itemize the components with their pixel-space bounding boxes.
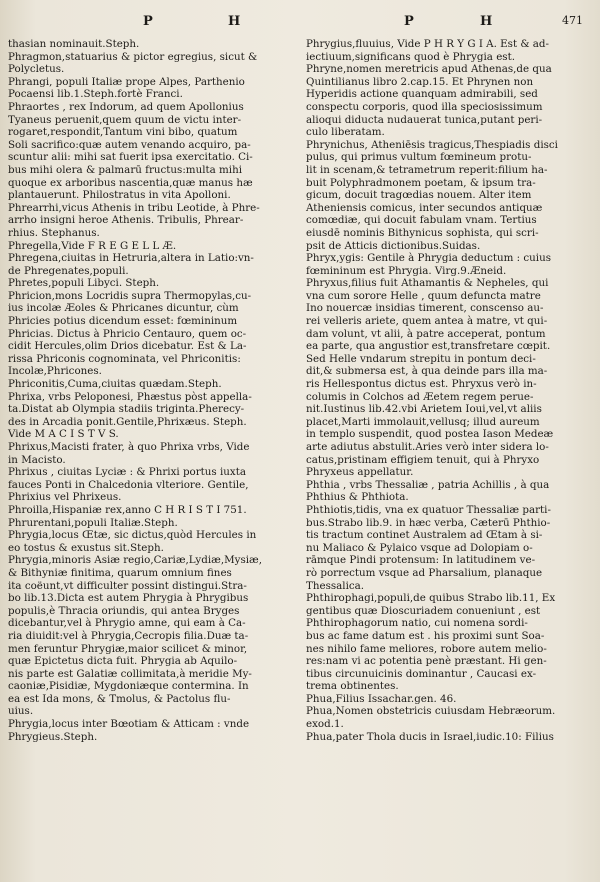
- dictionary-entry: Phrygius,fluuius, Vide P H R Y G I A. Est & ad- iectiuum,significans quod è Phrygia est.: [306, 38, 549, 63]
- dictionary-entry: Phrixus,Macisti frater, à quo Phrixa vrbs, Vide in Macisto.: [8, 441, 250, 466]
- dictionary-entry: Phriconitis,Cuma,ciuitas quædam.Steph.: [8, 378, 222, 391]
- dictionary-entry: Phthia , vrbs Thessaliæ , patria Achillis , à qua Phthius & Phthiota.: [306, 478, 550, 504]
- dictionary-entry: Phraortes , rex Indorum, ad quem Apollonius Tyaneus peruenit,quem quum de victu inter- rogaret,respondit,Tantum vini bibo, quatum Soli sacrifico:quæ autem venando acquiro, pa- scuntur alii: mihi sat fuerit ipsa exercitatio. Ci- bus mihi olera & palmarū fructus:multa mihi quoque ex arboribus nascentia,quæ manus hæ plantauerunt. Philostratus in vita Apolloni.: [8, 100, 253, 202]
- dictionary-entry: Phrygia,locus inter Bœotiam & Atticam : vnde Phrygieus.Steph.: [8, 718, 250, 743]
- dictionary-entry: Phragmon,statuarius & pictor egregius, sicut & Polycletus.: [8, 50, 258, 76]
- dictionary-entry: Phrygia,locus Œtæ, sic dictus,quòd Hercules in eo tostus & exustus sit.Steph.: [8, 529, 257, 554]
- dictionary-entry: Phua,pater Thola ducis in Israel,iudic.10: Filius: [306, 730, 554, 743]
- dictionary-entry: thasian nominauit.Steph.: [8, 38, 140, 50]
- running-header: [0, 14, 600, 36]
- dictionary-entry: Phua,Filius Issachar.gen. 46.: [306, 692, 457, 705]
- dictionary-entry: Phrygia,minoris Asiæ regio,Cariæ,Lydiæ,Mysiæ, & Bithyniæ finitima, quarum omnium fines ita coëunt,vt difficulter possint distingui.Stra- bo lib.13.Dicta est autem Phrygia à Phrygibus populis,è Thracia oriundis, qui antea Bryges dicebantur,vel à Phrygio amne, qui eam à Ca- ria diuidit:vel à Phrygia,Cecropis filia.Duæ ta- men feruntur Phrygiæ,maior scilicet & minor, quæ Epictetus dicta fuit. Phrygia ab Aquilo- nis parte est Galatiæ collimitata,à meridie My- caoniæ,Pisidiæ, Mygdoniæque contermina. In ea est Ida mons, & Tmolus, & Pactolus flu- uius.: [8, 554, 262, 718]
- dictionary-entry: Phrixa, vrbs Peloponesi, Phæstus pòst appella- ta.Distat ab Olympia stadiis triginta.Pherecy- des in Arcadia ponit.Gentile,Phrixæus. Steph. Vide M A C I S T V S.: [8, 390, 252, 441]
- dictionary-entry: Phryx,ygis: Gentile à Phrygia deductum : cuius fœmininum est Phrygia. Virg.9.Æneid.: [306, 252, 551, 277]
- dictionary-entry: Phua,Nomen obstetricis cuiusdam Hebræorum. exod.1.: [306, 705, 556, 731]
- dictionary-entry: Phryne,nomen meretricis apud Athenas,de qua Quintilianus libro 2.cap.15. Et Phrynen non Hyperidis actione quanquam admirabili, sed conspectu corporis, quod illa speciosissimum alioqui diducta nudauerat tunica,putant peri- culo liberatam.: [306, 63, 552, 139]
- dictionary-entry: Phthirophagi,populi,de quibus Strabo lib.11, Ex gentibus quæ Dioscuriadem conueniunt , est Phthirophagorum natio, cui nomena sordi- bus ac fame datum est . his proximi sunt Soa- nes nihilo fame meliores, robore autem melio- res:nam vi ac potentia penè præstant. Hi gen- tibus circunuicinis dominantur , Caucasi ex- trema obtinentes.: [306, 592, 556, 693]
- dictionary-entry: Phrangi, populi Italiæ prope Alpes, Parthenio Pocaensi lib.1.Steph.fortè Franci.: [8, 75, 245, 101]
- dictionary-entry: Phregella,Vide F R E G E L L Æ.: [8, 239, 177, 252]
- dictionary-entry: Phrearrhi,vicus Athenis in tribu Leotide, à Phre- arrho insigni heroe Athenis. Tribulis, Phrear- rhius. Stephanus.: [8, 201, 260, 239]
- dictionary-entry: Phrurentani,populi Italiæ.Steph.: [8, 516, 178, 529]
- dictionary-entry: Phroilla,Hispaniæ rex,anno C H R I S T I 751.: [8, 503, 247, 516]
- dictionary-entry: Phricion,mons Locridis supra Thermopylas,cu- ius incolæ Æoles & Phricanes dicuntur, cùm Phricies potius dicendum esset: fœmininum Phricias. Dictus à Phricio Centauro, quem oc- cidit Hercules,olim Drios dicebatur. Est & La- rissa Phriconis cognominata, vel Phriconitis: Incolæ,Phricones.: [8, 289, 252, 378]
- left-column: [8, 38, 290, 743]
- dictionary-entry: Phrixus , ciuitas Lyciæ : & Phrixi portus iuxta fauces Ponti in Chalcedonia vlteriore. Gentile, Phrixius vel Phrixeus.: [8, 466, 249, 504]
- page-number: 471: [562, 14, 583, 27]
- header-right-letter-2: H: [480, 14, 495, 29]
- dictionary-entry: Phrynichus, Atheniēsis tragicus,Thespiadis disci pulus, qui primus vultum fœmineum protu- lit in scenam,& tetrametrum reperit:filium ha- buit Polyphradmonem poetam, & ipsum tra- gicum, docuit tragœdias nouem. Alter item Atheniensis comicus, inter secundos antiquæ comœdiæ, qui docuit fabulam vnam. Tertius eiusdē nominis Bithynicus sophista, qui scri- psit de Atticis dictionibus.Suidas.: [306, 138, 558, 252]
- right-column: [306, 38, 588, 743]
- dictionary-entry: Phryxus,filius fuit Athamantis & Nepheles, qui vna cum sorore Helle , quum defuncta matre Ino nouercæ insidias timerent, conscenso au- rei velleris ariete, quem antea à matre, vt qui- dam volunt, vt alii, à patre acceperat, pontum ea parte, qua angustior est,transfretare cœpit. Sed Helle vndarum strepitu in pontum deci- dit,& submersa est, à qua deinde pars illa ma- ris Hellespontus dictus est. Phryxus verò in- columis in Colchos ad Æetem regem perue- nit.Iustinus lib.42.vbi Arietem Ioui,vel,vt aliis placet,Marti immolauit,vellusq; illud aureum in templo suspendit, quod postea Iason Medeæ arte adiutus abstulit.Aries verò inter sidera lo- catus,pristinam effigiem tenuit, qui à Phryxo Phryxeus appellatur.: [306, 277, 554, 479]
- dictionary-entry: Phretes,populi Libyci. Steph.: [8, 277, 160, 290]
- dictionary-entry: Phthiotis,tidis, vna ex quatuor Thessaliæ parti- bus.Strabo lib.9. in hæc verba, Cæterū Phthio- tis tractum continet Australem ad Œtam à si- nu Maliaco & Pylaico vsque ad Dolopiam o- rāmque Pindi protensum: In latitudinem ve- rò porrectum vsque ad Pharsalium, planaque Thessalica.: [306, 503, 551, 592]
- dictionary-entry: Phregena,ciuitas in Hetruria,altera in Latio:vn- de Phregenates,populi.: [8, 252, 254, 277]
- header-left-letter-2: H: [228, 14, 243, 29]
- header-right-letter-1: P: [404, 14, 416, 29]
- header-left-letter-1: P: [143, 14, 155, 29]
